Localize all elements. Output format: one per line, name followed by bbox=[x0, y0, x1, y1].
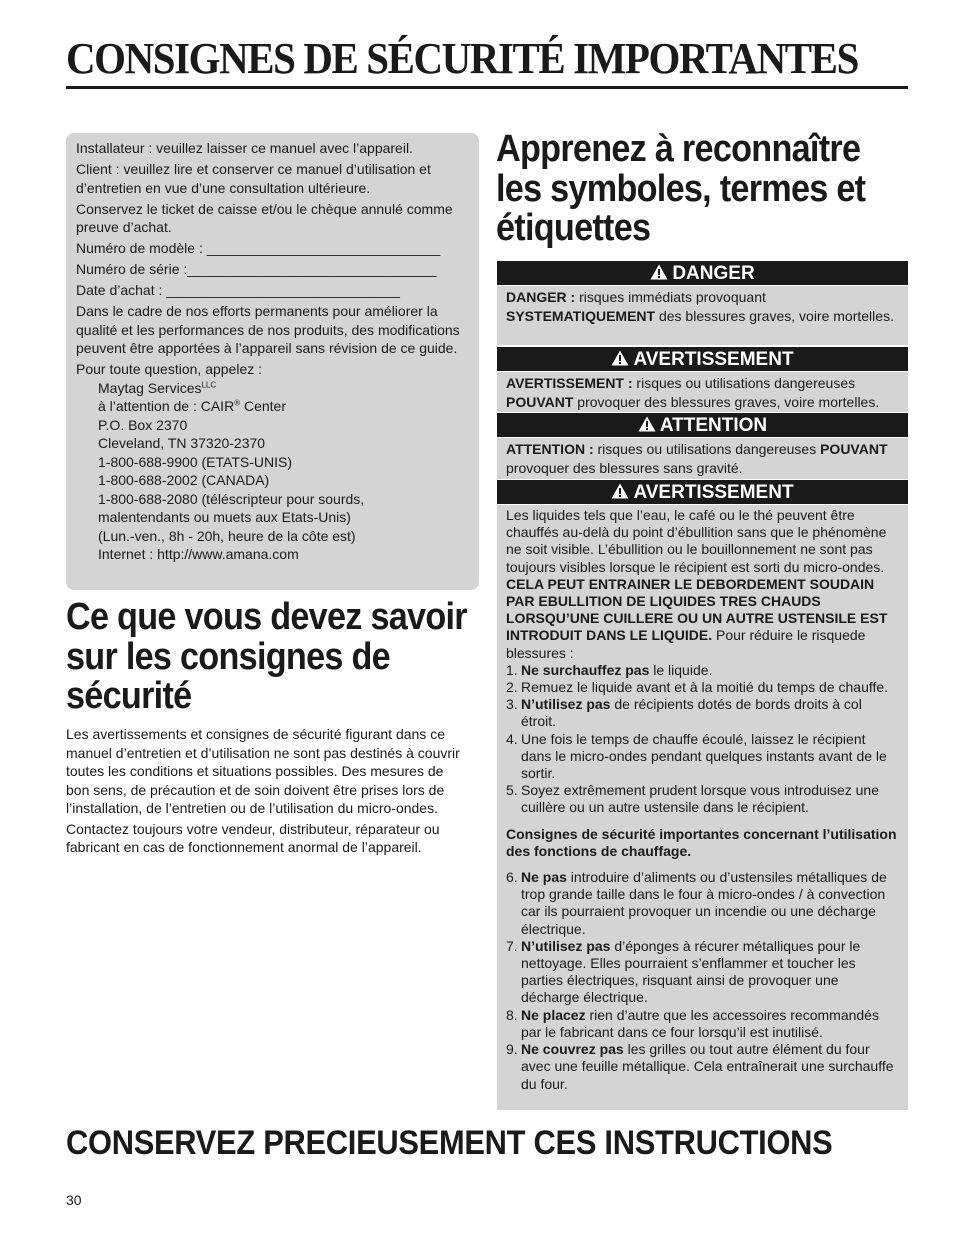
contact-line: P.O. Box 2370 bbox=[98, 416, 188, 433]
warning-triangle-icon bbox=[650, 264, 668, 280]
info-line: Dans le cadre de nos efforts permanents pour améliorer la qualité et les performances de nos produits, des modifications peuvent être apportées à l’appareil sans révision de ce guide. bbox=[76, 303, 460, 356]
left-body bbox=[66, 725, 466, 859]
right-heading: Apprenez à reconnaître les symboles, termes et étiquettes bbox=[496, 128, 866, 249]
warning-triangle-icon bbox=[611, 350, 629, 366]
contact-attention: à l’attention de : CAIR® Center bbox=[98, 398, 287, 414]
warning-intro: Les liquides tels que l’eau, le café ou le thé peuvent être chauffés au-delà du point d’ébullition sans que le phénomène ne soit visible. L’ébullition ou le bouillonnement ne sont pas toujours visibles lorsque le récipient est sorti du micro-ondes. CELA PEUT ENTRAINER LE DEBORDEMENT SOUDAIN PAR EBULLITION DE LIQUIDES TRES CHAUDS LORSQU’UNE CUILLERE OU UN AUTRE USTENSILE EST INTRODUIT DANS LE LIQUIDE. Pour réduire le risquede blessures : bbox=[506, 507, 888, 661]
list-item: 7. N’utilisez pas d’éponges à récurer métalliques pour le nettoyage. Elles pourraient s’enflammer et toucher les parties électriques, risquant ainsi de provoquer une décharge électrique. bbox=[506, 937, 861, 1006]
contact-line: Cleveland, TN 37320-2370 bbox=[98, 435, 266, 451]
list-item: 8. Ne placez rien d’autre que les accessoires recommandés par le fabricant dans ce four lorsqu’il est inutilisé. bbox=[506, 1006, 879, 1040]
warning-box bbox=[497, 505, 908, 1110]
model-number-line: Numéro de modèle : ______________________________ bbox=[76, 240, 441, 256]
list-item: 3. N’utilisez pas de récipients dotés de bords droits à col étroit. bbox=[506, 696, 862, 730]
warning-label: AVERTISSEMENT bbox=[633, 349, 794, 370]
contact-hours: (Lun.-ven., 8h - 20h, heure de la côte est) bbox=[98, 527, 356, 544]
warning-subheading: Consignes de sécurité importantes concernant l’utilisation des fonctions de chauffage. bbox=[506, 825, 897, 859]
warning-triangle-icon bbox=[611, 483, 629, 499]
contact-phone-canada: 1-800-688-2002 (CANADA) bbox=[98, 472, 270, 488]
contact-company: Maytag Services$^{LLC}$ bbox=[98, 379, 217, 396]
left-heading: Ce que vous devez savoir sur les consignes de sécurité bbox=[66, 596, 467, 717]
warning-box-bar bbox=[497, 480, 908, 504]
danger-label: DANGER bbox=[672, 263, 755, 284]
list-item: 1. Ne surchauffez pas le liquide. bbox=[506, 661, 713, 678]
page-title: CONSIGNES DE SÉCURITÉ IMPORTANTES bbox=[66, 34, 858, 83]
left-paragraph: Les avertissements et consignes de sécurité figurant dans ce manuel d’entretien et d’utilisation ne sont pas destinés à couvrir toutes les conditions et situations possibles. Des mesures de bon sens, de précaution et de soin doivent être prises lors de l’installation, de l’entretien ou de l’utilisation du micro-ondes. bbox=[66, 726, 460, 816]
left-paragraph: Contactez toujours votre vendeur, distributeur, réparateur ou fabricant en cas de fonctionnement anormal de l’appareil. bbox=[66, 820, 440, 855]
danger-bar bbox=[497, 261, 908, 285]
warning-list-b bbox=[506, 869, 899, 1093]
info-line: Client : veuillez lire et conserver ce manuel d’utilisation et d’entretien en vue d’une consultation ultérieure. bbox=[76, 161, 431, 196]
purchase-date-line: Date d’achat : ______________________________ bbox=[76, 282, 400, 298]
danger-description: DANGER : risques immédiats provoquant SYSTEMATIQUEMENT des blessures graves, voire mortelles. bbox=[497, 286, 908, 345]
info-line: Pour toute question, appelez : bbox=[76, 361, 263, 377]
serial-number-line: Numéro de série :________________________________ bbox=[76, 261, 437, 277]
list-item: 4. Une fois le temps de chauffe écoulé, laissez le récipient dans le micro-ondes pendant quelques instants avant de le sortir. bbox=[506, 730, 887, 782]
title-rule bbox=[66, 86, 908, 89]
caution-bar bbox=[497, 413, 908, 437]
contact-phone-tty: 1-800-688-2080 (téléscripteur pour sourds, malentendants ou muets aux Etats-Unis) bbox=[98, 490, 365, 525]
contact-block bbox=[76, 379, 469, 564]
list-item: 6. Ne pas introduire d’aliments ou d’ustensiles métalliques de trop grande taille dans le four à micro-ondes / à convection car ils pourraient provoquer un incendie ou une décharge électrique. bbox=[506, 869, 887, 937]
warning-box-label: AVERTISSEMENT bbox=[633, 482, 794, 503]
caution-label: ATTENTION bbox=[659, 415, 768, 436]
contact-website: Internet : http://www.amana.com bbox=[98, 546, 299, 562]
warning-bar bbox=[497, 347, 908, 371]
list-item: 2. Remuez le liquide avant et à la moitié du temps de chauffe. bbox=[506, 679, 889, 696]
info-box bbox=[66, 133, 479, 590]
contact-phone-us: 1-800-688-9900 (ETATS-UNIS) bbox=[98, 453, 292, 470]
page-number: 30 bbox=[66, 1192, 82, 1208]
list-item: 9. Ne couvrez pas les grilles ou tout autre élément du four avec une feuille métallique. Cela entraînerait une surchauffe du four. bbox=[506, 1041, 894, 1092]
warning-triangle-icon bbox=[638, 416, 656, 432]
warning-description: AVERTISSEMENT : risques ou utilisations dangereuses POUVANT provoquer des blessures graves, voire mortelles. bbox=[497, 372, 908, 412]
caution-description: ATTENTION : risques ou utilisations dangereuses POUVANT provoquer des blessures sans gravité. bbox=[497, 438, 908, 479]
list-item: 5. Soyez extrêmement prudent lorsque vous introduisez une cuillère ou un autre ustensile dans le récipient. bbox=[506, 782, 879, 816]
footer-title: CONSERVEZ PRECIEUSEMENT CES INSTRUCTIONS bbox=[66, 1124, 833, 1162]
warning-list-a bbox=[506, 662, 899, 817]
info-line: Installateur : veuillez laisser ce manuel avec l’appareil. bbox=[76, 140, 413, 156]
info-line: Conservez le ticket de caisse et/ou le chèque annulé comme preuve d’achat. bbox=[76, 200, 453, 235]
